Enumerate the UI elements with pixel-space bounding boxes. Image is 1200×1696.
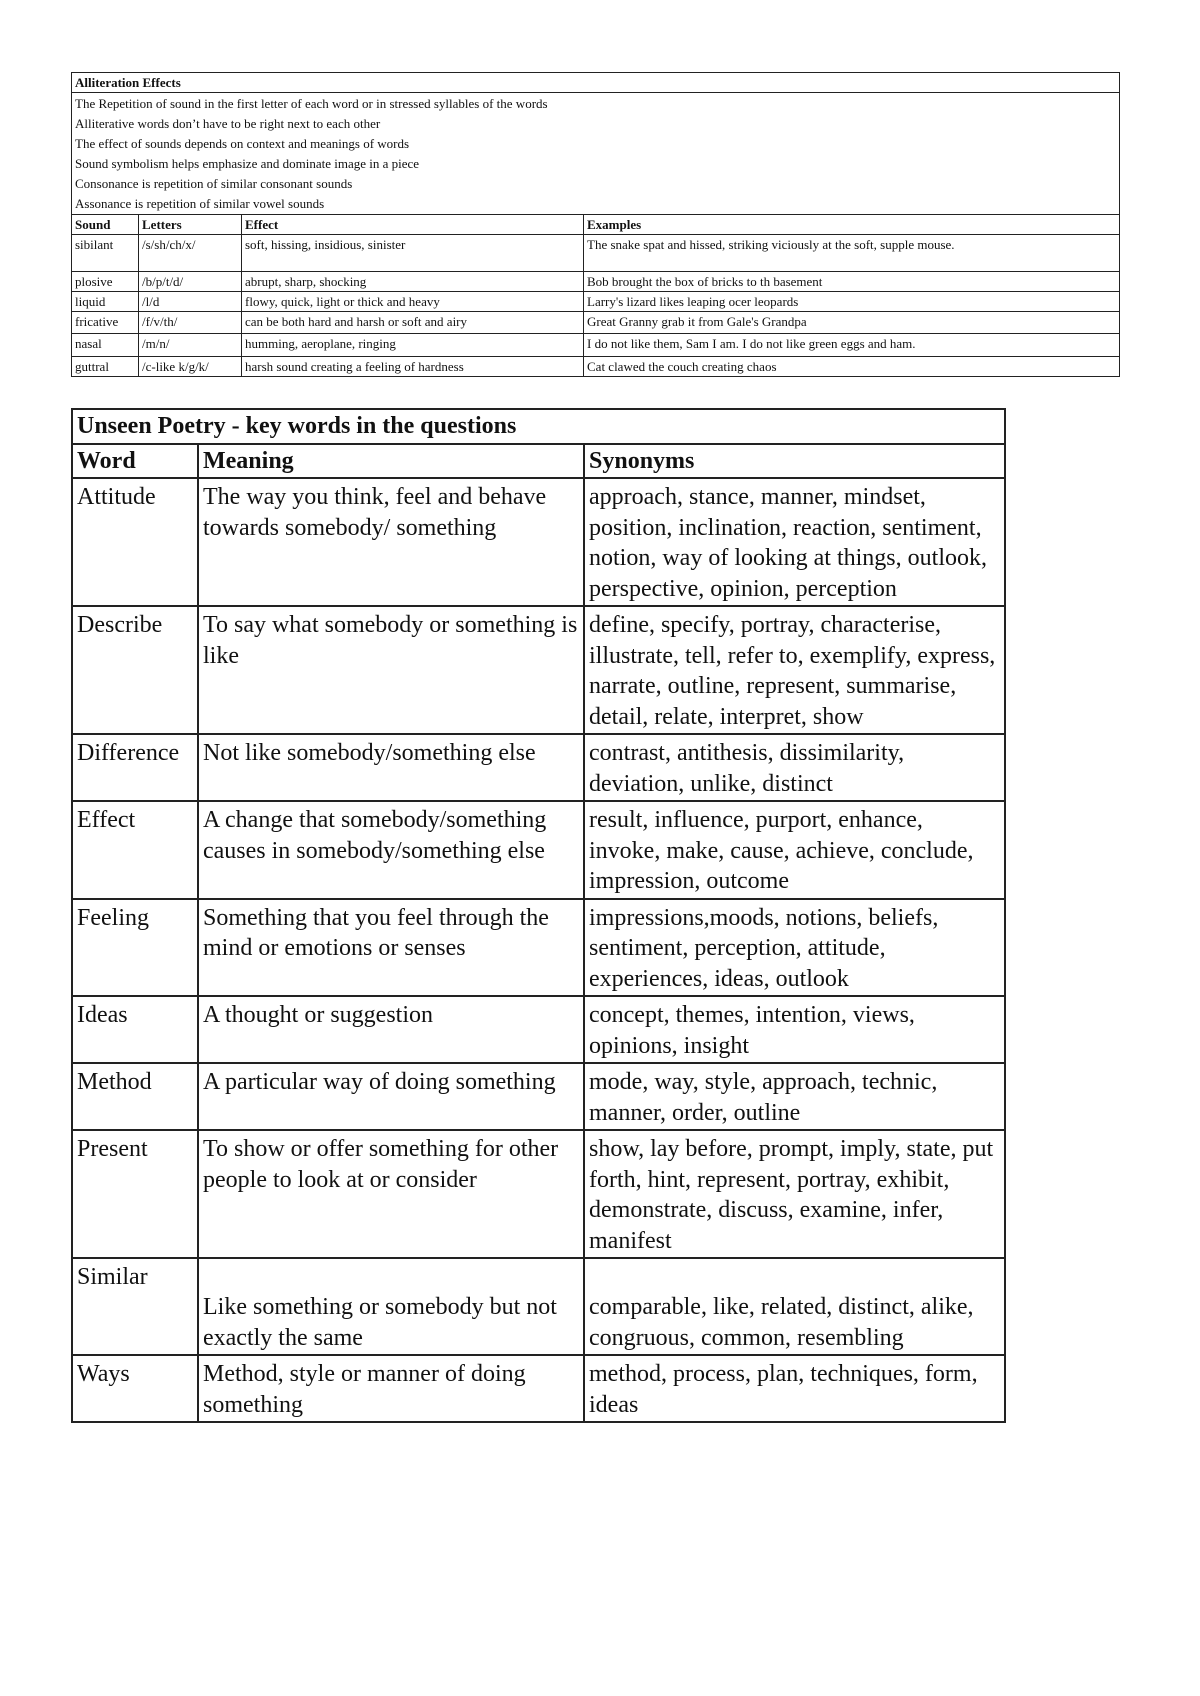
effect-cell: can be both hard and harsh or soft and airy bbox=[242, 312, 584, 334]
sound-cell: guttral bbox=[72, 357, 139, 377]
header-synonyms: Synonyms bbox=[584, 444, 1005, 479]
table-row bbox=[72, 1063, 1005, 1130]
effect-cell: flowy, quick, light or thick and heavy bbox=[242, 292, 584, 312]
table-row bbox=[72, 734, 1005, 801]
sound-cell: sibilant bbox=[72, 235, 139, 272]
effect-cell: soft, hissing, insidious, sinister bbox=[242, 235, 584, 272]
sound-cell: liquid bbox=[72, 292, 139, 312]
meaning-cell: A particular way of doing something bbox=[198, 1063, 584, 1130]
synonyms-cell: approach, stance, manner, mindset, position, inclination, reaction, sentiment, notion, way of looking at things, outlook, perspective, opinion, perception bbox=[584, 478, 1005, 606]
header-letters: Letters bbox=[139, 215, 242, 235]
example-cell: Cat clawed the couch creating chaos bbox=[584, 357, 1120, 377]
table-row bbox=[72, 292, 1120, 312]
sound-cell: nasal bbox=[72, 334, 139, 357]
header-word: Word bbox=[72, 444, 198, 479]
synonyms-cell: result, influence, purport, enhance, invoke, make, cause, achieve, conclude, impression, outcome bbox=[584, 801, 1005, 899]
table-row bbox=[72, 996, 1005, 1063]
example-cell: The snake spat and hissed, striking viciously at the soft, supple mouse. bbox=[584, 235, 1120, 272]
table-row bbox=[72, 235, 1120, 272]
alliteration-effects-table bbox=[71, 72, 1120, 377]
meaning-cell: A thought or suggestion bbox=[198, 996, 584, 1063]
table-row bbox=[72, 478, 1005, 606]
alliteration-title: Alliteration Effects bbox=[72, 73, 1120, 93]
word-cell: Ways bbox=[72, 1355, 198, 1422]
synonyms-cell: contrast, antithesis, dissimilarity, deviation, unlike, distinct bbox=[584, 734, 1005, 801]
synonyms-cell: method, process, plan, techniques, form, ideas bbox=[584, 1355, 1005, 1422]
note-line: The effect of sounds depends on context and meanings of words bbox=[75, 136, 410, 151]
meaning-cell: Not like somebody/something else bbox=[198, 734, 584, 801]
word-cell: Feeling bbox=[72, 899, 198, 997]
unseen-poetry-table bbox=[71, 408, 1006, 1423]
poetry-title: Unseen Poetry - key words in the questions bbox=[72, 409, 1005, 444]
note-line: Sound symbolism helps emphasize and dominate image in a piece bbox=[75, 156, 420, 171]
note-line: Assonance is repetition of similar vowel sounds bbox=[75, 196, 325, 211]
sound-cell: plosive bbox=[72, 272, 139, 292]
letters-cell: /f/v/th/ bbox=[139, 312, 242, 334]
synonyms-text: comparable, like, related, distinct, alike, congruous, common, resembling bbox=[589, 1294, 974, 1351]
table-row bbox=[72, 899, 1005, 997]
table-row bbox=[72, 1355, 1005, 1422]
meaning-text: Like something or somebody but not exactly the same bbox=[203, 1294, 557, 1351]
word-cell: Ideas bbox=[72, 996, 198, 1063]
word-cell: Present bbox=[72, 1130, 198, 1258]
meaning-cell: Something that you feel through the mind or emotions or senses bbox=[198, 899, 584, 997]
synonyms-cell: impressions,moods, notions, beliefs, sentiment, perception, attitude, experiences, ideas, outlook bbox=[584, 899, 1005, 997]
example-cell: Bob brought the box of bricks to th basement bbox=[584, 272, 1120, 292]
letters-cell: /l/d bbox=[139, 292, 242, 312]
table-row bbox=[72, 272, 1120, 292]
table-row bbox=[72, 1130, 1005, 1258]
example-cell: Larry's lizard likes leaping ocer leopards bbox=[584, 292, 1120, 312]
note-line: Alliterative words don’t have to be right next to each other bbox=[75, 116, 381, 131]
note-line: Consonance is repetition of similar consonant sounds bbox=[75, 176, 353, 191]
meaning-cell: The way you think, feel and behave towards somebody/ something bbox=[198, 478, 584, 606]
table-row bbox=[72, 357, 1120, 377]
header-examples: Examples bbox=[584, 215, 1120, 235]
header-effect: Effect bbox=[242, 215, 584, 235]
word-cell: Describe bbox=[72, 606, 198, 734]
word-cell: Attitude bbox=[72, 478, 198, 606]
effect-cell: harsh sound creating a feeling of hardness bbox=[242, 357, 584, 377]
table-row bbox=[72, 606, 1005, 734]
meaning-cell bbox=[198, 1258, 584, 1355]
synonyms-cell bbox=[584, 1258, 1005, 1355]
word-cell: Effect bbox=[72, 801, 198, 899]
sound-cell: fricative bbox=[72, 312, 139, 334]
effect-cell: humming, aeroplane, ringing bbox=[242, 334, 584, 357]
meaning-cell: To say what somebody or something is like bbox=[198, 606, 584, 734]
word-cell: Difference bbox=[72, 734, 198, 801]
table-row bbox=[72, 312, 1120, 334]
letters-cell: /s/sh/ch/x/ bbox=[139, 235, 242, 272]
example-cell: I do not like them, Sam I am. I do not like green eggs and ham. bbox=[584, 334, 1120, 357]
effect-cell: abrupt, sharp, shocking bbox=[242, 272, 584, 292]
word-cell: Similar bbox=[72, 1258, 198, 1355]
letters-cell: /b/p/t/d/ bbox=[139, 272, 242, 292]
example-cell: Great Granny grab it from Gale's Grandpa bbox=[584, 312, 1120, 334]
word-cell: Method bbox=[72, 1063, 198, 1130]
letters-cell: /m/n/ bbox=[139, 334, 242, 357]
table-row bbox=[72, 801, 1005, 899]
table-row bbox=[72, 334, 1120, 357]
synonyms-cell: define, specify, portray, characterise, illustrate, tell, refer to, exemplify, express, narrate, outline, represent, summarise, detail, relate, interpret, show bbox=[584, 606, 1005, 734]
alliteration-notes bbox=[72, 93, 1120, 215]
table-row bbox=[72, 1258, 1005, 1355]
header-meaning: Meaning bbox=[198, 444, 584, 479]
synonyms-cell: show, lay before, prompt, imply, state, put forth, hint, represent, portray, exhibit, demonstrate, discuss, examine, infer, manifest bbox=[584, 1130, 1005, 1258]
synonyms-cell: mode, way, style, approach, technic, manner, order, outline bbox=[584, 1063, 1005, 1130]
meaning-cell: To show or offer something for other people to look at or consider bbox=[198, 1130, 584, 1258]
note-line: The Repetition of sound in the first letter of each word or in stressed syllables of the words bbox=[75, 96, 548, 111]
meaning-cell: Method, style or manner of doing something bbox=[198, 1355, 584, 1422]
letters-cell: /c-like k/g/k/ bbox=[139, 357, 242, 377]
header-sound: Sound bbox=[72, 215, 139, 235]
synonyms-cell: concept, themes, intention, views, opinions, insight bbox=[584, 996, 1005, 1063]
meaning-cell: A change that somebody/something causes in somebody/something else bbox=[198, 801, 584, 899]
